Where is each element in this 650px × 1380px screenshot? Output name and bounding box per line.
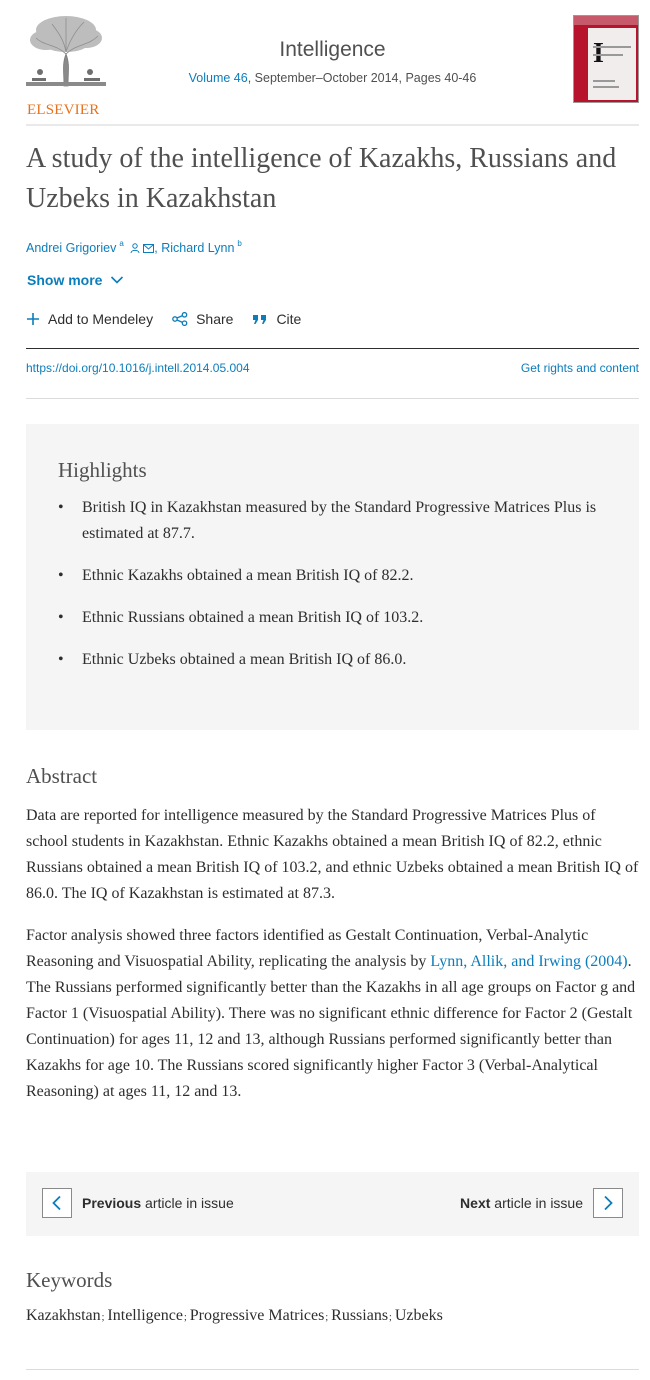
plus-icon <box>26 312 40 326</box>
author-link[interactable]: Andrei Grigoriev <box>26 241 117 255</box>
author-affiliation-sup: b <box>237 239 242 248</box>
divider <box>26 348 639 349</box>
person-icon[interactable] <box>130 242 140 256</box>
chevron-left-icon <box>51 1195 63 1211</box>
keyword[interactable]: Russians <box>331 1307 389 1324</box>
cover-line <box>593 86 619 88</box>
bullet: • <box>58 651 64 668</box>
reference-link[interactable]: Lynn, Allik, and Irwing (2004) <box>430 953 628 970</box>
keyword-separator: ; <box>101 1312 105 1323</box>
cite-button[interactable] <box>252 311 301 327</box>
article-page <box>26 0 639 1324</box>
keyword[interactable]: Uzbeks <box>394 1307 443 1324</box>
keyword-separator: ; <box>183 1312 187 1323</box>
highlights-list <box>58 495 609 673</box>
previous-rest: article in issue <box>141 1195 234 1211</box>
chevron-down-icon <box>110 275 124 285</box>
email-icon[interactable] <box>143 242 154 256</box>
highlight-text: Ethnic Russians obtained a mean British IQ of 103.2. <box>82 609 424 626</box>
abstract-section <box>26 764 639 1105</box>
keyword-list <box>26 1307 639 1325</box>
bullet: • <box>58 609 64 626</box>
cover-line <box>593 46 631 48</box>
mendeley-label: Add to Mendeley <box>48 311 154 327</box>
previous-bold: Previous <box>82 1195 142 1211</box>
cover-panel <box>588 28 636 100</box>
keyword-separator: ; <box>325 1312 329 1323</box>
share-icon <box>172 312 188 326</box>
highlights-title: Highlights <box>58 458 147 482</box>
issue-line <box>26 71 639 85</box>
doi-row <box>26 361 639 375</box>
article-actions <box>26 311 320 327</box>
highlight-item <box>58 605 609 631</box>
add-to-mendeley-button[interactable] <box>26 311 153 327</box>
abstract-paragraph <box>26 923 639 1105</box>
previous-article-button[interactable] <box>42 1188 72 1218</box>
highlight-item <box>58 563 609 589</box>
elsevier-wordmark: ELSEVIER <box>27 102 100 118</box>
journal-header <box>26 0 639 126</box>
abstract-title: Abstract <box>26 764 98 788</box>
keyword-separator: ; <box>389 1312 392 1323</box>
rights-link[interactable]: Get rights and content <box>520 361 639 375</box>
author-affiliation-sup: a <box>119 239 124 248</box>
share-button[interactable] <box>172 311 233 327</box>
divider <box>26 398 639 399</box>
cover-line <box>593 54 623 56</box>
volume-link[interactable]: Volume 46 <box>188 71 248 85</box>
highlight-text: British IQ in Kazakhstan measured by the Standard Progressive Matrices Plus is estimated at 87.7. <box>82 499 597 542</box>
next-bold: Next <box>460 1195 491 1211</box>
keyword[interactable]: Intelligence <box>107 1307 183 1324</box>
highlight-item <box>58 495 609 547</box>
cover-top-strip <box>574 16 638 25</box>
journal-title-link[interactable]: Intelligence <box>279 38 386 61</box>
keywords-title: Keywords <box>26 1268 113 1292</box>
share-label: Share <box>196 311 234 327</box>
highlight-item <box>58 647 609 673</box>
cite-label: Cite <box>276 311 302 327</box>
highlight-text: Ethnic Kazakhs obtained a mean British IQ of 82.2. <box>82 567 414 584</box>
journal-info <box>26 38 639 85</box>
quote-icon <box>252 312 268 326</box>
keyword[interactable]: Progressive Matrices <box>189 1307 325 1324</box>
next-rest: article in issue <box>490 1195 583 1211</box>
show-more-label: Show more <box>27 272 103 288</box>
next-article-link[interactable] <box>460 1195 583 1211</box>
author-separator: , <box>154 241 162 255</box>
doi-link[interactable]: https://doi.org/10.1016/j.intell.2014.05.004 <box>26 361 250 375</box>
next-article-button[interactable] <box>593 1188 623 1218</box>
abstract-text: Factor analysis showed three factors identified as Gestalt Continuation, Verbal-Analytic Reasoning and Visuospatial Ability, replicating the analysis by <box>26 927 589 970</box>
keyword[interactable]: Kazakhstan <box>26 1307 101 1324</box>
issue-details: , September–October 2014, Pages 40-46 <box>247 71 477 85</box>
cover-line <box>593 80 615 82</box>
previous-article-link[interactable] <box>82 1195 234 1211</box>
author-link[interactable]: Richard Lynn <box>161 241 235 255</box>
show-more-button[interactable] <box>27 272 124 288</box>
bullet: • <box>58 499 64 516</box>
issue-navigation <box>26 1172 639 1236</box>
abstract-text: . The Russians performed significantly better than the Kazakhs in all age groups on Factor g and Factor 1 (Visuospatial Ability). There was no significant ethnic difference for Factor 2 (Gestalt Continuation) for ages 11, 12 and 13, although Russians performed significantly better than Kazakhs for age 10. The Russians scored significantly higher Factor 3 (Verbal-Analytical Reasoning) at ages 11, 12 and 13. <box>26 953 636 1100</box>
journal-cover-link[interactable] <box>573 15 639 103</box>
abstract-paragraph: Data are reported for intelligence measured by the Standard Progressive Matrices Plus of school students in Kazakhstan. Ethnic Kazakhs obtained a mean British IQ of 82.2, ethnic Russians obtained a mean British IQ of 103.2, and ethnic Uzbeks obtained a mean British IQ of 86.0. The IQ of Kazakhstan is estimated at 87.3. <box>26 807 639 902</box>
chevron-right-icon <box>602 1195 614 1211</box>
highlights-panel <box>26 424 639 730</box>
bullet: • <box>58 567 64 584</box>
divider <box>26 1369 639 1370</box>
highlight-text: Ethnic Uzbeks obtained a mean British IQ of 86.0. <box>82 651 407 668</box>
article-title: A study of the intelligence of Kazakhs, Russians and Uzbeks in Kazakhstan <box>26 143 617 214</box>
author-list <box>26 239 242 256</box>
keywords-section <box>26 1268 639 1325</box>
